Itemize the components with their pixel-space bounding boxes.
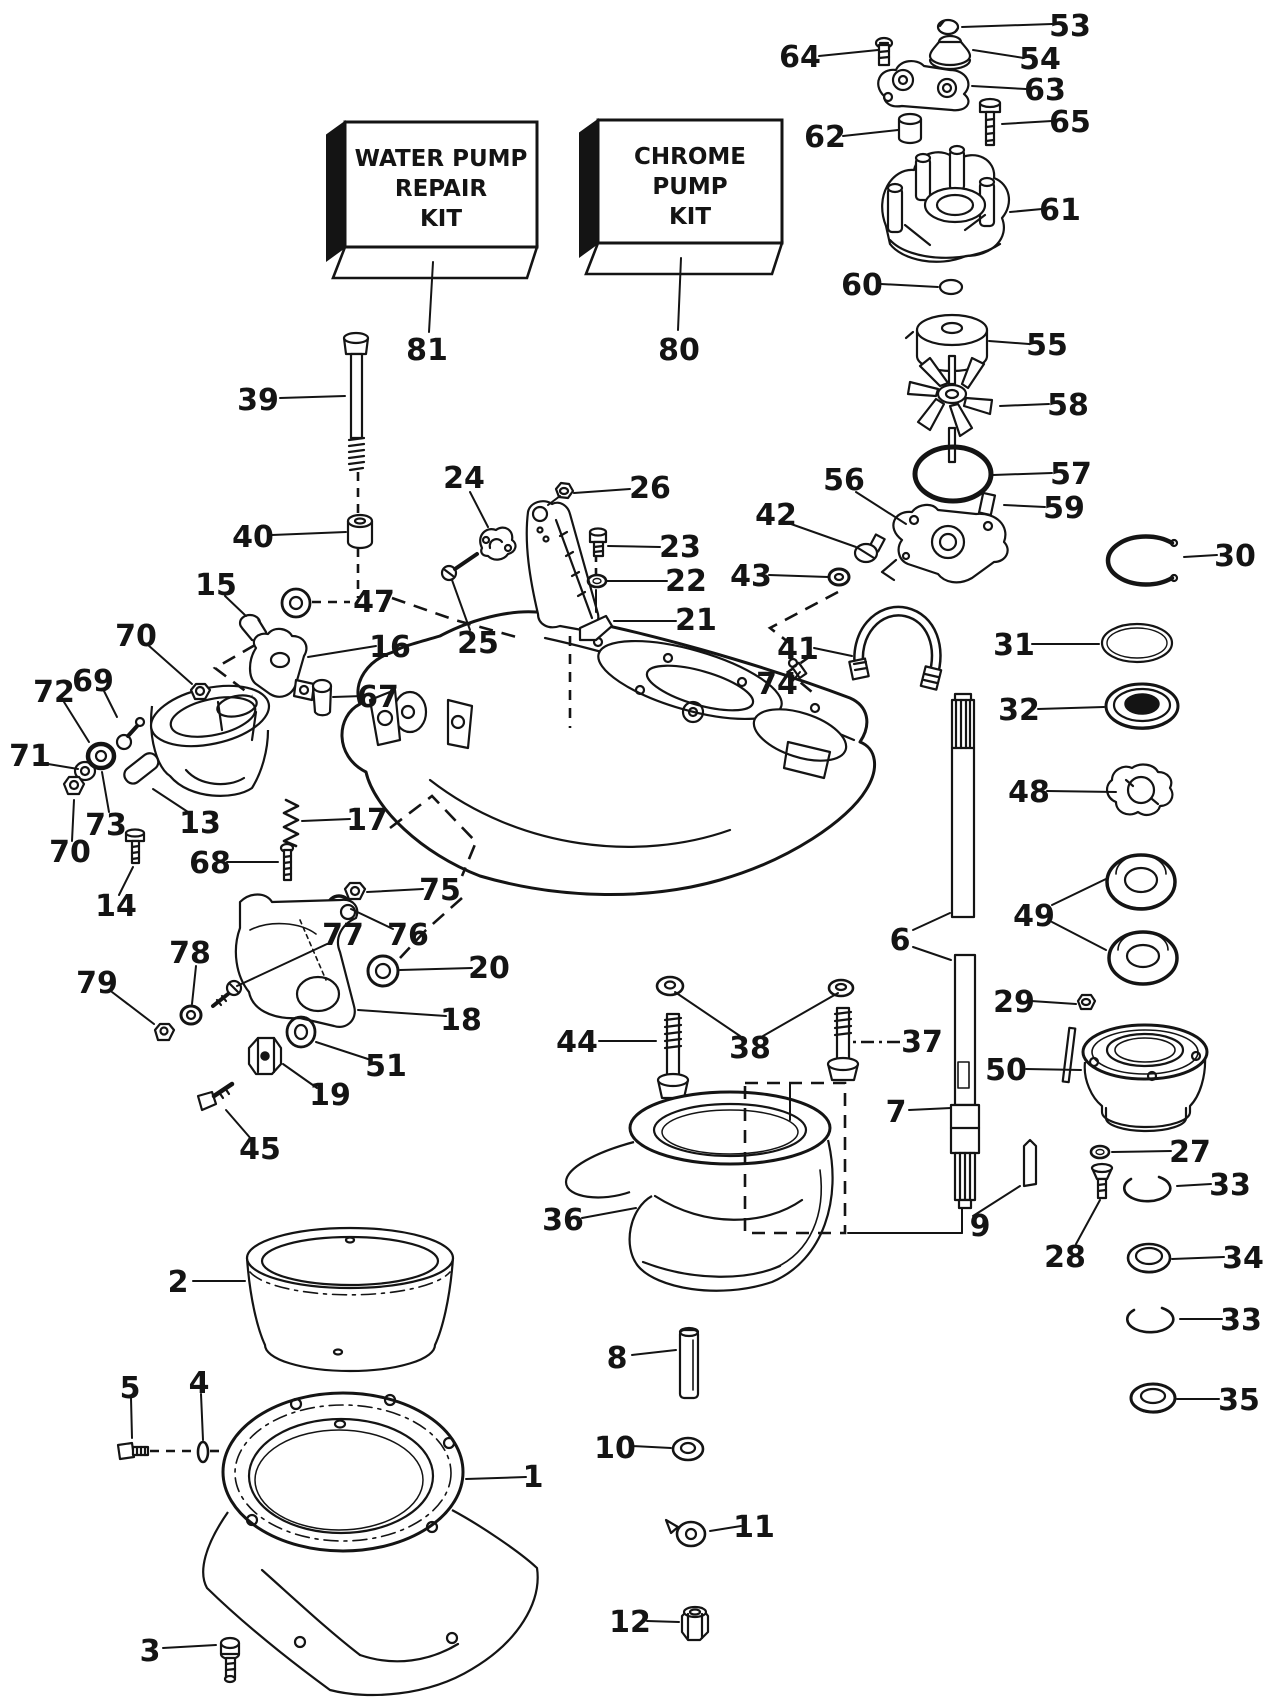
- part-bolt-37: [828, 1008, 858, 1080]
- part-nut-12: [682, 1607, 708, 1640]
- part-grommet-43: [829, 569, 849, 585]
- callout-76: 76: [387, 918, 429, 953]
- callout-60: 60: [841, 268, 883, 303]
- part-o-ring-60: [940, 280, 962, 294]
- callout-6: 6: [889, 923, 911, 958]
- callout-70: 70: [115, 619, 157, 654]
- callout-31: 31: [993, 628, 1035, 663]
- callout-43: 43: [730, 559, 772, 594]
- callout-12: 12: [609, 1605, 651, 1640]
- part-spring-17: [284, 800, 298, 846]
- part-washer-38-left: [657, 977, 683, 995]
- callout-22: 22: [665, 564, 707, 599]
- part-screw-3: [221, 1638, 239, 1682]
- part-driveshaft-lower-7: [951, 955, 979, 1208]
- callout-4: 4: [188, 1366, 210, 1401]
- kit-box-81-label-line: WATER PUMP: [354, 146, 528, 172]
- kit-box-81-label-line: KIT: [419, 206, 463, 232]
- callout-5: 5: [119, 1371, 141, 1406]
- callout-55: 55: [1026, 328, 1068, 363]
- part-pin-67: [313, 680, 331, 715]
- part-spacer-40: [348, 515, 372, 548]
- part-intake-liner-2: [247, 1228, 453, 1371]
- part-washer-4: [198, 1442, 208, 1462]
- kit-box-80-label-line: KIT: [668, 204, 712, 230]
- callout-17: 17: [346, 803, 388, 838]
- part-washer-20: [368, 956, 398, 986]
- part-screw-5: [118, 1443, 148, 1459]
- part-screw-14: [126, 830, 144, 864]
- callout-2: 2: [167, 1265, 189, 1300]
- callout-64: 64: [779, 40, 821, 75]
- callout-9: 9: [969, 1209, 991, 1244]
- part-cup-34: [1128, 1244, 1170, 1273]
- part-screw-23: [590, 529, 606, 557]
- callout-33: 33: [1209, 1168, 1251, 1203]
- callout-38: 38: [729, 1031, 771, 1066]
- callout-27: 27: [1169, 1135, 1211, 1170]
- callout-34: 34: [1222, 1241, 1264, 1276]
- part-clamp-24: [442, 528, 515, 580]
- part-anchor-bracket-18: [236, 895, 357, 1027]
- part-lock-washer-53: [938, 20, 958, 34]
- callout-20: 20: [468, 951, 510, 986]
- part-washer-51: [287, 1017, 315, 1047]
- part-hose-41: [849, 611, 941, 689]
- part-key-9: [1024, 1140, 1036, 1186]
- callout-71: 71: [9, 739, 51, 774]
- callout-36: 36: [542, 1203, 584, 1238]
- part-plate-56: [882, 505, 1008, 582]
- callout-74: 74: [756, 667, 798, 702]
- part-pin-8: [680, 1328, 698, 1398]
- callout-57: 57: [1050, 457, 1092, 492]
- part-retaining-ring-33-lower: [1127, 1308, 1173, 1332]
- callout-51: 51: [365, 1049, 407, 1084]
- callout-80: 80: [658, 333, 700, 368]
- callout-56: 56: [823, 463, 865, 498]
- kit-box-81-label-line: REPAIR: [394, 176, 488, 202]
- part-nut-19: [249, 1038, 281, 1074]
- part-nut-26: [556, 483, 573, 498]
- callout-21: 21: [675, 603, 717, 638]
- part-bolt-39: [344, 333, 368, 470]
- part-nut-70-lower: [64, 777, 84, 794]
- callout-16: 16: [369, 630, 411, 665]
- part-bushing-62: [899, 114, 921, 143]
- callout-29: 29: [993, 985, 1035, 1020]
- part-tab-washer-11: [666, 1520, 705, 1546]
- part-screw-64: [876, 38, 892, 65]
- part-washer-47: [282, 589, 310, 617]
- callout-79: 79: [76, 966, 118, 1001]
- callout-11: 11: [733, 1510, 775, 1545]
- callout-8: 8: [606, 1341, 628, 1376]
- callout-67: 67: [357, 680, 399, 715]
- callout-75: 75: [419, 873, 461, 908]
- callout-15: 15: [195, 568, 237, 603]
- callout-65: 65: [1049, 105, 1091, 140]
- part-bearing-housing-50: [1083, 1025, 1207, 1131]
- kit-box-80-label-line: PUMP: [652, 174, 728, 200]
- callout-25: 25: [457, 626, 499, 661]
- part-grease-fitting-69: [117, 718, 144, 749]
- callout-44: 44: [556, 1025, 598, 1060]
- callout-19: 19: [309, 1078, 351, 1113]
- part-bolt-44: [658, 1014, 688, 1098]
- part-screw-28: [1092, 1164, 1112, 1198]
- part-retaining-ring-33-upper: [1124, 1177, 1170, 1201]
- callout-1: 1: [522, 1460, 544, 1495]
- part-driveshaft-upper-6: [952, 694, 974, 917]
- part-washer-27: [1091, 1146, 1109, 1158]
- callout-26: 26: [629, 471, 671, 506]
- callout-33: 33: [1220, 1303, 1262, 1338]
- part-nut-75: [345, 883, 365, 899]
- callout-48: 48: [1008, 775, 1050, 810]
- callout-47: 47: [353, 585, 395, 620]
- part-nut-79: [155, 1024, 174, 1040]
- callout-73: 73: [85, 808, 127, 843]
- kit-box-80-label-line: CHROME: [634, 144, 746, 170]
- callout-45: 45: [239, 1132, 281, 1167]
- callout-50: 50: [985, 1053, 1027, 1088]
- callout-72: 72: [33, 675, 75, 710]
- callout-70: 70: [49, 835, 91, 870]
- kit-box-81: [327, 122, 537, 278]
- part-bearing-49-upper: [1107, 855, 1175, 909]
- callout-7: 7: [885, 1095, 907, 1130]
- part-bracket-16-and-cup: [145, 629, 314, 796]
- callout-13: 13: [179, 806, 221, 841]
- callout-14: 14: [95, 889, 137, 924]
- callout-37: 37: [901, 1025, 943, 1060]
- part-fitting-42: [855, 534, 885, 562]
- callout-69: 69: [72, 664, 114, 699]
- part-screw-65: [980, 99, 1000, 145]
- part-washer-22: [588, 575, 606, 587]
- callout-54: 54: [1019, 42, 1061, 77]
- part-snap-ring-30: [1108, 537, 1177, 585]
- callout-61: 61: [1039, 193, 1081, 228]
- part-intake-housing-1: [203, 1393, 537, 1695]
- callout-77: 77: [322, 918, 364, 953]
- part-washer-78: [181, 1006, 201, 1024]
- callout-40: 40: [232, 520, 274, 555]
- callout-68: 68: [189, 846, 231, 881]
- part-o-ring-31: [1102, 624, 1172, 662]
- part-seal-35: [1131, 1384, 1175, 1413]
- callout-35: 35: [1218, 1383, 1260, 1418]
- part-washer-10: [673, 1438, 703, 1460]
- callout-30: 30: [1214, 539, 1256, 574]
- part-washer-38-right: [829, 980, 853, 996]
- part-screw-77: [213, 981, 241, 1006]
- callout-59: 59: [1043, 491, 1085, 526]
- part-seal-32: [1106, 684, 1178, 729]
- part-key-59: [979, 493, 995, 515]
- part-screw-68: [281, 844, 293, 880]
- callout-81: 81: [406, 333, 448, 368]
- callout-49: 49: [1013, 899, 1055, 934]
- part-pin-13: [121, 750, 161, 787]
- kit-box-80: [580, 120, 782, 274]
- callout-53: 53: [1049, 9, 1091, 44]
- part-bracket-21: [527, 501, 612, 640]
- callout-28: 28: [1044, 1240, 1086, 1275]
- callout-42: 42: [755, 498, 797, 533]
- callout-32: 32: [998, 693, 1040, 728]
- callout-39: 39: [237, 383, 279, 418]
- callout-24: 24: [443, 461, 485, 496]
- callout-58: 58: [1047, 388, 1089, 423]
- part-pump-housing-61: [882, 146, 1009, 262]
- callout-23: 23: [659, 530, 701, 565]
- callout-63: 63: [1024, 73, 1066, 108]
- callout-78: 78: [169, 936, 211, 971]
- part-bearing-49-lower: [1109, 932, 1177, 984]
- part-nut-70-upper: [191, 684, 210, 699]
- part-jet-impeller-36: [566, 1092, 833, 1291]
- part-cup-54: [930, 36, 970, 69]
- kit-boxes: [327, 120, 782, 278]
- callout-3: 3: [139, 1634, 161, 1669]
- callout-18: 18: [440, 1003, 482, 1038]
- callout-10: 10: [594, 1431, 636, 1466]
- callout-62: 62: [804, 120, 846, 155]
- callout-41: 41: [777, 632, 819, 667]
- part-screw-45: [198, 1084, 232, 1110]
- part-star-washer-48: [1107, 765, 1172, 815]
